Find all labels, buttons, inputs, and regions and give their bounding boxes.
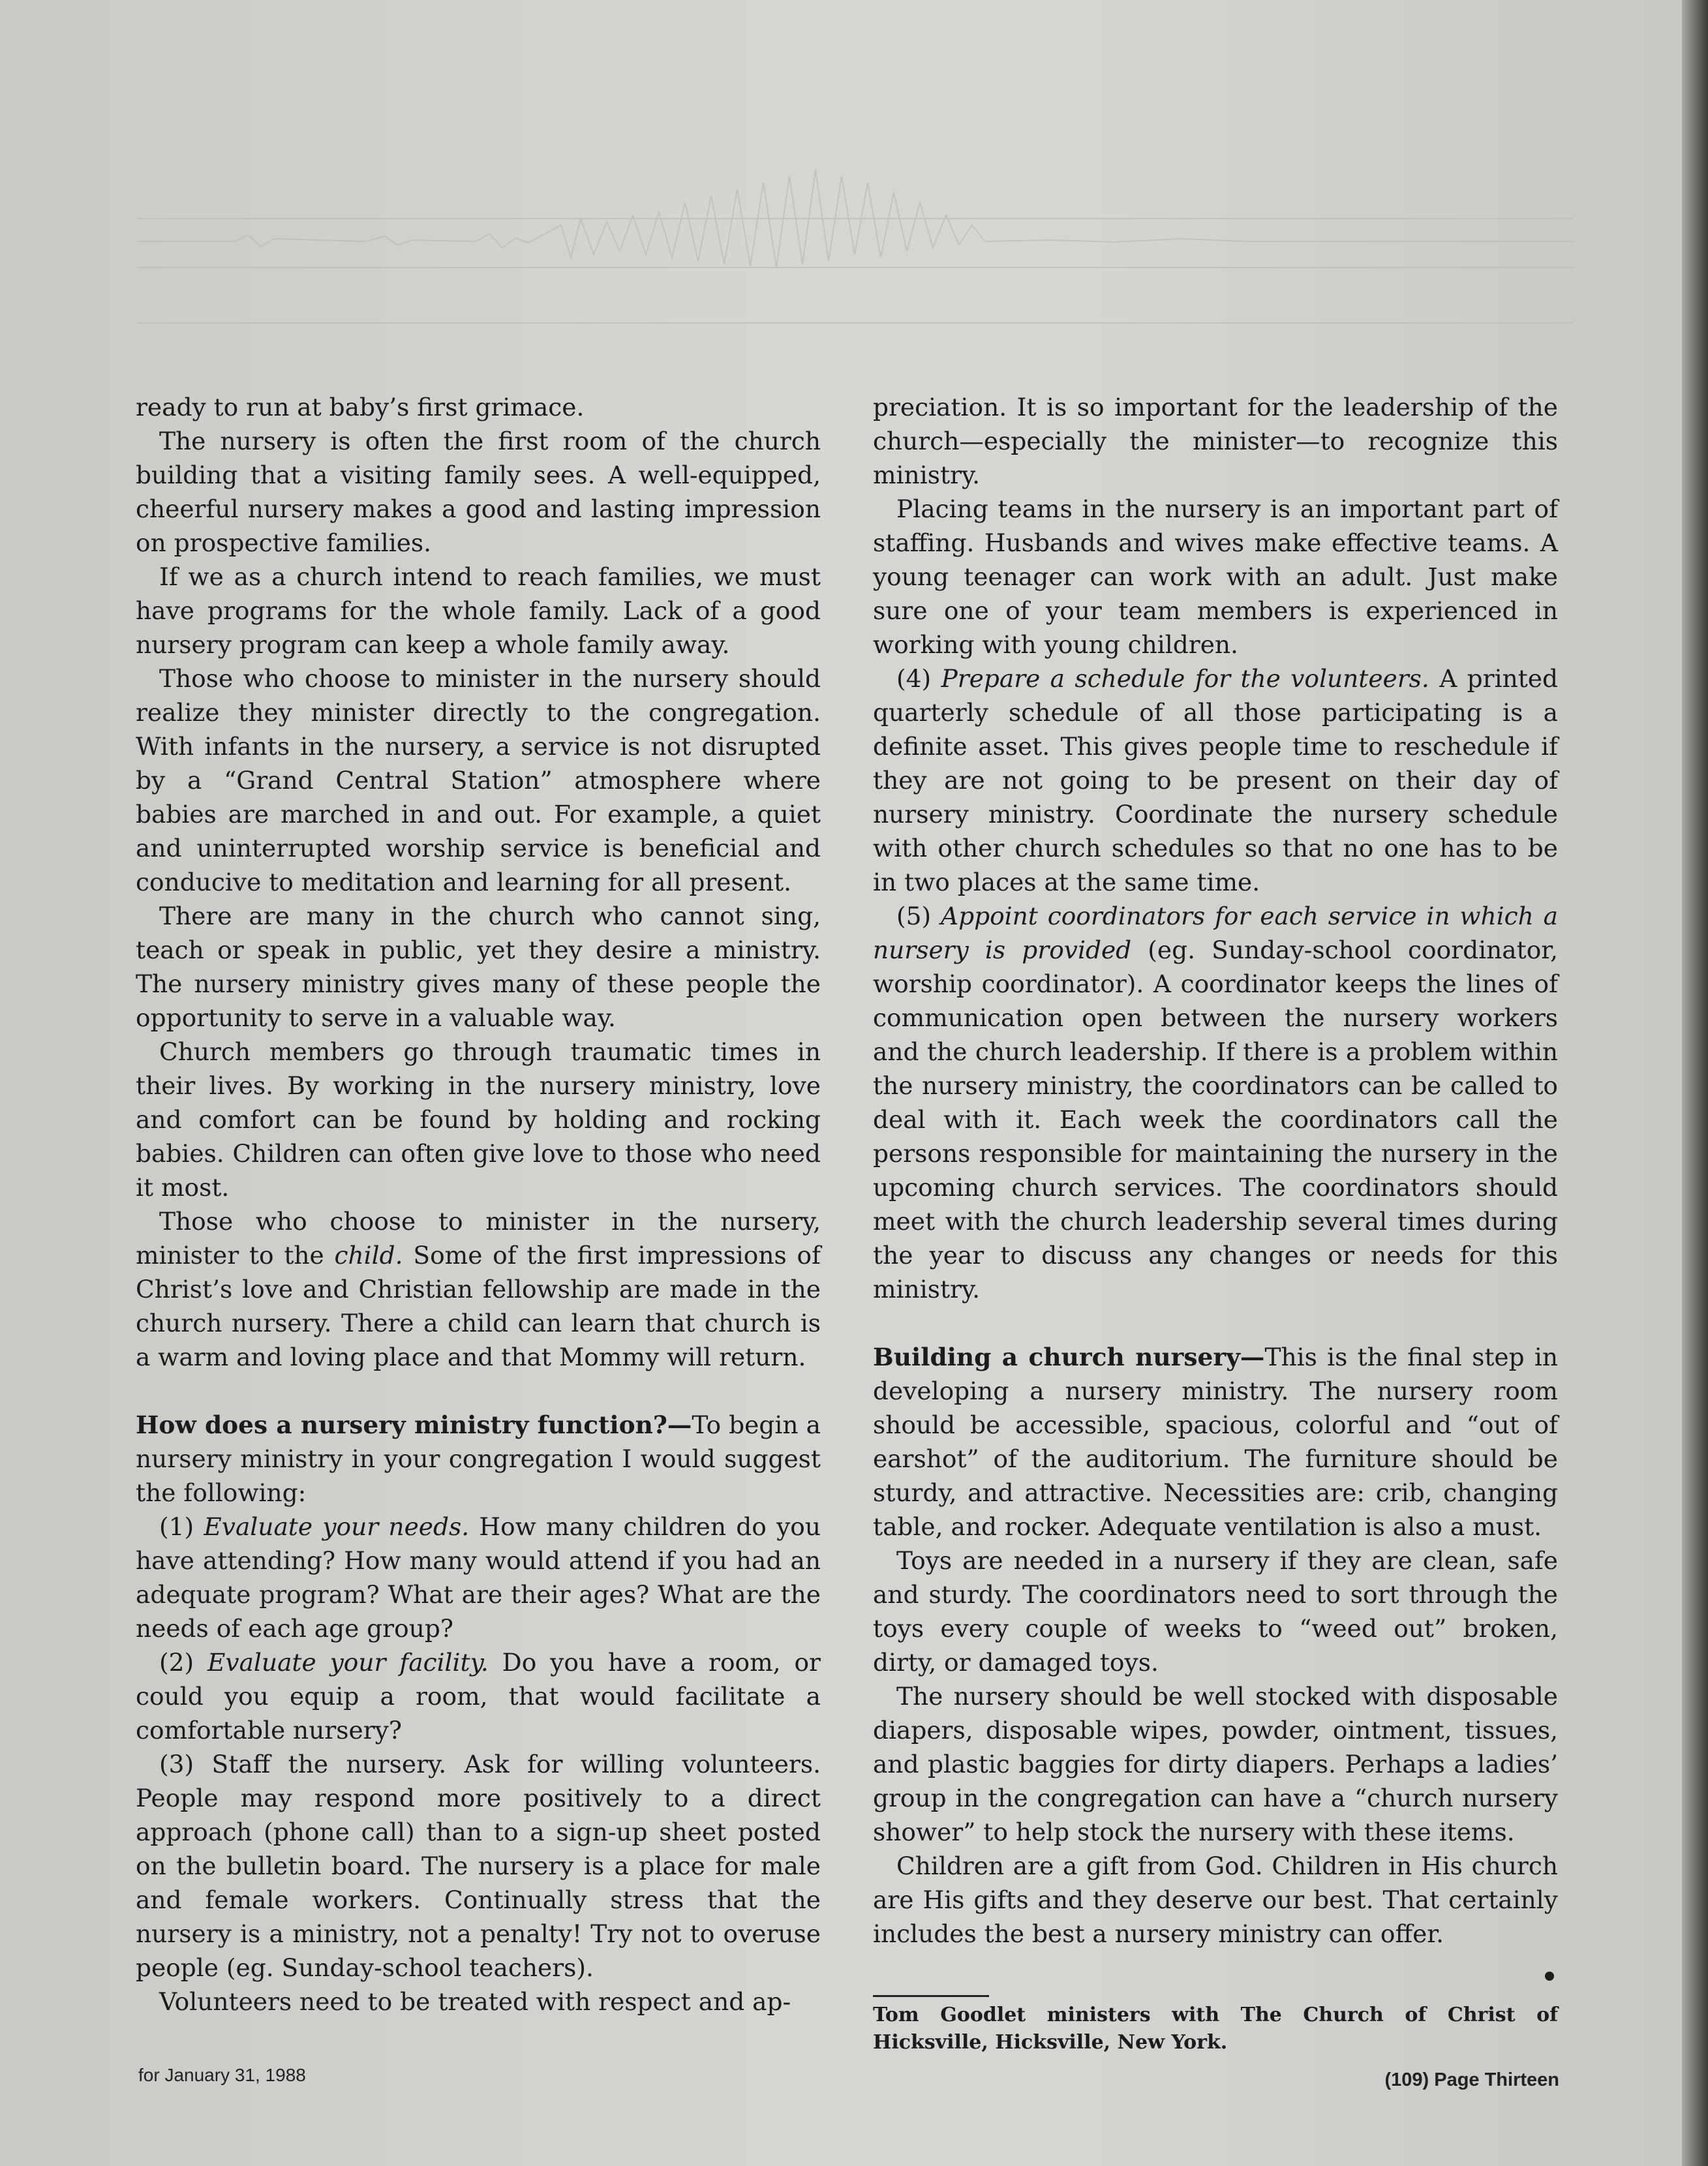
- paragraph: Placing teams in the nursery is an important part of staffing. Husbands and wives make effective teams. A young teenager can work with an adult. Just make sure one of your team members is experienced in working with young children.: [873, 495, 1558, 659]
- emphasis: Evaluate your facility.: [207, 1648, 489, 1677]
- paragraph: ready to run at baby’s first grimace.: [136, 393, 585, 421]
- article-right-column: [873, 390, 1558, 1951]
- article-left-column: [136, 390, 821, 2019]
- text-run: Those who choose to minister in the nursery, minister to the: [136, 1207, 821, 1270]
- item-number: (2): [159, 1648, 208, 1677]
- paragraph: [136, 1204, 821, 1374]
- section-heading: How does a nursery ministry function?—: [136, 1411, 692, 1439]
- bleed-through-seismograph-graphic: [137, 157, 1572, 404]
- emphasis: Appoint coordinators for each service in which a nursery is provided: [873, 902, 1558, 964]
- text-run: Some of the first impressions of Christ’s love and Christian fellowship are made in the church nursery. There a child can learn that church is a warm and loving place and that Mommy will return.: [136, 1241, 821, 1371]
- list-item: [873, 662, 1558, 899]
- paragraph: The nursery is often the first room of the church building that a visiting family sees. A well-equipped, cheerful nursery makes a good and lasting impression on prospective families.: [136, 427, 821, 557]
- list-item: [136, 1510, 821, 1645]
- text-run: This is the final step in developing a nursery ministry. The nursery room should be accessible, spacious, colorful and “out of earshot” of the auditorium. The furniture should be sturdy, and attractive. Necessities are: crib, changing table, and rocker. Adequate ventilation is also a must.: [873, 1343, 1559, 1541]
- emphasis: Prepare a schedule for the volunteers.: [941, 664, 1429, 693]
- section-paragraph: [136, 1408, 821, 1510]
- author-bio: Tom Goodlet ministers with The Church of Christ of Hicksville, Hicksville, New York.: [873, 2004, 1558, 2054]
- paragraph: There are many in the church who cannot sing, teach or speak in public, yet they desire a ministry. The nursery ministry gives many of these people the opportunity to serve in a valuable way.: [136, 902, 821, 1032]
- paragraph: Volunteers need to be treated with respect and ap-: [159, 1987, 791, 2016]
- paragraph: Children are a gift from God. Children in His church are His gifts and they deserve our best. That certainly includes the best a nursery ministry can offer.: [873, 1852, 1558, 1948]
- page-edge-shadow: [1682, 0, 1708, 2166]
- footer-page-number: (109) Page Thirteen: [1384, 2069, 1559, 2090]
- list-item: [136, 1645, 821, 1747]
- text-run: (eg. Sunday-school coordinator, worship coordinator). A coordinator keeps the lines of communication open between the nursery workers and the church leadership. If there is a problem within the nursery ministry, the coordinators can be called to deal with it. Each week the coordinators call the persons responsible for maintaining the nursery in the upcoming church services. The coordinators should meet with the church leadership several times during the year to discuss any changes or needs for this ministry.: [873, 936, 1558, 1304]
- item-number: (5): [896, 902, 941, 930]
- emphasis: child.: [334, 1241, 403, 1270]
- footer-date: for January 31, 1988: [138, 2065, 306, 2085]
- text-run: To begin a nursery ministry in your congregation I would suggest the following:: [136, 1411, 821, 1507]
- paragraph: Those who choose to minister in the nursery should realize they minister directly to the congregation. With infants in the nursery, a service is not disrupted by a “Grand Central Station” atmosphere where babies are marched in and out. For example, a quiet and uninterrupted worship service is beneficial and conducive to meditation and learning for all present.: [136, 664, 821, 896]
- bio-divider-rule: [873, 1995, 989, 1997]
- item-number: (4): [896, 664, 941, 693]
- emphasis: Evaluate your needs.: [204, 1512, 470, 1541]
- text-run: Do you have a room, or could you equip a room, that would facilitate a comfortable nursery?: [136, 1648, 821, 1745]
- paragraph: preciation. It is so important for the leadership of the church—especially the minister—to recognize this ministry.: [873, 393, 1558, 489]
- list-item: [873, 899, 1558, 1306]
- item-number: (1): [159, 1512, 204, 1541]
- paragraph: If we as a church intend to reach families, we must have programs for the whole family. Lack of a good nursery program can keep a whole family away.: [136, 562, 821, 659]
- paragraph: Church members go through traumatic times in their lives. By working in the nursery ministry, love and comfort can be found by holding and rocking babies. Children can often give love to those who need it most.: [136, 1037, 821, 1202]
- end-of-article-bullet: [1545, 1972, 1554, 1981]
- text-run: A printed quarterly schedule of all those participating is a definite asset. This gives people time to reschedule if they are not going to be present on their day of nursery ministry. Coordinate the nursery schedule with other church schedules so that no one has to be in two places at the same time.: [873, 664, 1558, 896]
- list-item: (3) Staff the nursery. Ask for willing volunteers. People may respond more positively to a direct approach (phone call) than to a sign-up sheet posted on the bulletin board. The nursery is a place for male and female workers. Continually stress that the nursery is a ministry, not a penalty! Try not to overuse people (eg. Sunday-school teachers).: [136, 1750, 821, 1982]
- section-heading: Building a church nursery—: [873, 1343, 1265, 1371]
- paragraph: Toys are needed in a nursery if they are clean, safe and sturdy. The coordinators need to sort through the toys every couple of weeks to “weed out” broken, dirty, or damaged toys.: [873, 1546, 1558, 1677]
- text-run: How many children do you have attending? How many would attend if you had an adequate program? What are their ages? What are the needs of each age group?: [136, 1512, 821, 1643]
- section-paragraph: [873, 1340, 1558, 1544]
- paragraph: The nursery should be well stocked with disposable diapers, disposable wipes, powder, ointment, tissues, and plastic baggies for dirty diapers. Perhaps a ladies’ group in the congregation can have a “church nursery shower” to help stock the nursery with these items.: [873, 1682, 1558, 1846]
